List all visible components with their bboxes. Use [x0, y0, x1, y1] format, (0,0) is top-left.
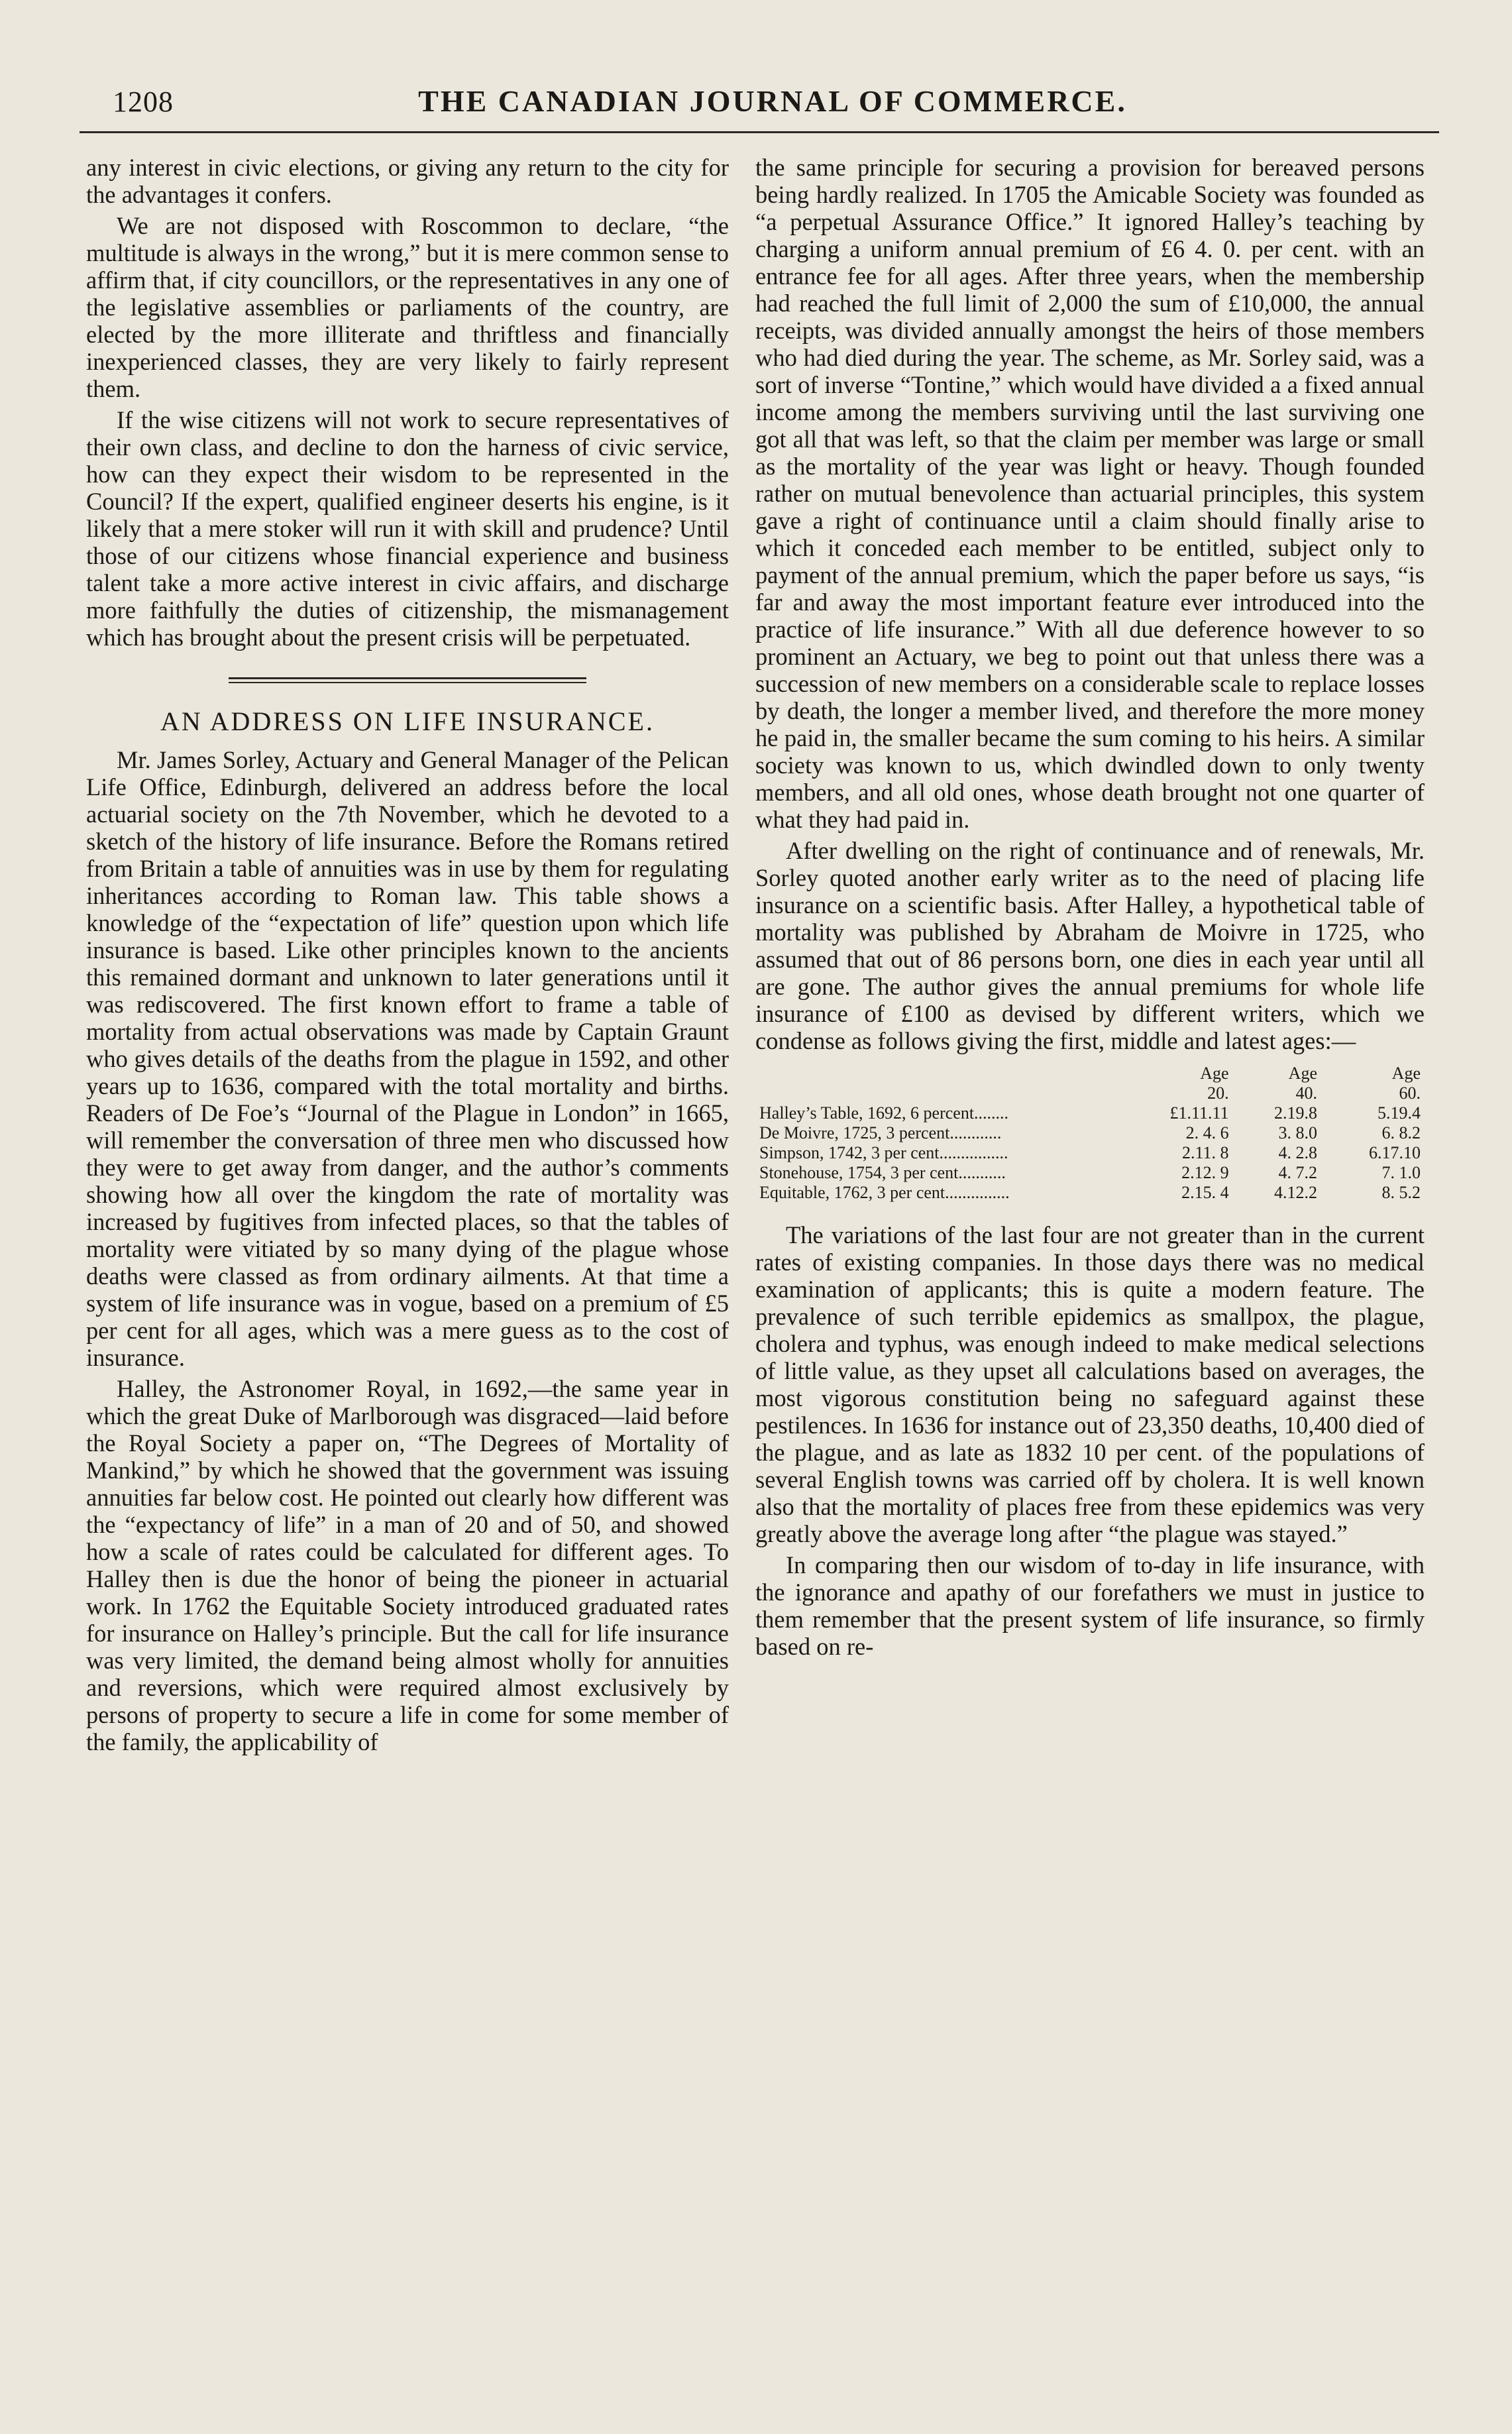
- table-row: [755, 1163, 1425, 1183]
- premium-cell: 6. 8.2: [1381, 1123, 1421, 1142]
- table-row: [755, 1103, 1425, 1123]
- table-subheader-row: [755, 1083, 1425, 1103]
- premium-cell: 2.11. 8: [1182, 1143, 1229, 1162]
- table-row: [755, 1143, 1425, 1163]
- page-header: [113, 78, 1432, 125]
- writer-cell: Halley’s Table, 1692, 6 percent........: [759, 1103, 1009, 1123]
- column-subheader: 20.: [1207, 1083, 1229, 1103]
- paragraph: If the wise citizens will not work to secure representatives of their own class, and decline to don the harness of civic service, how can they expect their wisdom to be represented in the Council? If the expert, qualified engineer deserts his engine, is it likely that a mere stoker will run it with skill and prudence? Until those of our citizens whose financial experience and business talent take a more active interest in civic affairs, and discharge more faithfully the duties of citizenship, the mismanagement which has brought about the present crisis will be perpetuated.: [86, 406, 729, 651]
- running-title: THE CANADIAN JOURNAL OF COMMERCE.: [418, 84, 1127, 118]
- header-rule: [80, 131, 1439, 133]
- column-header: Age: [1200, 1064, 1229, 1083]
- paragraph: any interest in civic elections, or giving any return to the city for the advantages it confers.: [86, 154, 729, 208]
- column-subheader: 40.: [1295, 1083, 1317, 1103]
- writer-cell: Simpson, 1742, 3 per cent................: [759, 1143, 1008, 1162]
- premium-cell: 4.12.2: [1274, 1183, 1317, 1202]
- section-separator: [229, 677, 586, 683]
- column-subheader: 60.: [1399, 1083, 1421, 1103]
- column-header: Age: [1391, 1064, 1421, 1083]
- writer-cell: Equitable, 1762, 3 per cent...............: [759, 1183, 1010, 1202]
- premium-cell: 2. 4. 6: [1185, 1123, 1229, 1142]
- right-column: [755, 154, 1425, 1664]
- table-header-empty: [755, 1064, 1116, 1083]
- paragraph: The variations of the last four are not greater than in the current rates of existing companies. In those days there was no medical examination of applicants; this is quite a modern feature. The prevalence of such terrible epidemics as smallpox, the plague, cholera and typhus, was enough indeed to make medical selections of little value, as they upset all calculations based on averages, the most vigorous constitution being no safeguard against these pestilences. In 1636 for instance out of 23,350 deaths, 10,400 died of the plague, and as late as 1832 10 per cent. of the populations of several English towns was carried off by cholera. It is well known also that the mortality of places free from these epidemics was very greatly above the average long after “the plague was stayed.”: [755, 1221, 1425, 1547]
- premium-cell: 7. 1.0: [1381, 1163, 1421, 1182]
- paragraph: Halley, the Astronomer Royal, in 1692,—the same year in which the great Duke of Marlborough was disgraced—laid before the Royal Society a paper on, “The Degrees of Mortality of Mankind,” by which he showed that the government was issuing annuities far below cost. He pointed out clearly how different was the “expectancy of life” in a man of 20 and of 50, and showed how a scale of rates could be calculated for different ages. To Halley then is due the honor of being the pioneer in actuarial work. In 1762 the Equitable Society introduced graduated rates for insurance on Halley’s principle. But the call for life insurance was very limited, the demand being almost wholly for annuities and reversions, which were required almost exclusively by persons of property to secure a life in come for some member of the family, the applicability of: [86, 1375, 729, 1755]
- premium-cell: 3. 8.0: [1278, 1123, 1317, 1142]
- table-header-row: [755, 1064, 1425, 1083]
- premium-cell: 4. 2.8: [1278, 1143, 1317, 1162]
- paragraph: the same principle for securing a provision for bereaved persons being hardly realized. In 1705 the Amicable Society was founded as “a perpetual Assurance Office.” It ignored Halley’s teaching by charging a uniform annual premium of £6 4. 0. per cent. with an entrance fee for all ages. After three years, when the membership had reached the full limit of 2,000 the sum of £10,000, the annual receipts, was divided annually amongst the heirs of those members who had died during the year. The scheme, as Mr. Sorley said, was a sort of inverse “Tontine,” which would have divided a a fixed annual income among the members surviving until the last surviving one got all that was left, so that the claim per member was large or small as the mortality of the year was light or heavy. Though founded rather on mutual benevolence than actuarial principles, this system gave a right of continuance until a claim should finally arise to which it conceded each member to be entitled, subject only to payment of the annual premium, which the paper before us says, “is far and away the most important feature ever introduced into the practice of life insurance.” With all due deference however to so prominent an Actuary, we beg to point out that unless there was a succession of new members on a considerable scale to replace losses by death, the longer a member lived, and therefore the more money he paid in, the smaller became the sum coming to his heirs. A similar society was known to us, which dwindled down to only twenty members, and all old ones, whose death brought not one quarter of what they had paid in.: [755, 154, 1425, 833]
- writer-cell: Stonehouse, 1754, 3 per cent...........: [759, 1163, 1006, 1182]
- premium-cell: 4. 7.2: [1278, 1163, 1317, 1182]
- page-number: 1208: [113, 85, 174, 118]
- paragraph: We are not disposed with Roscommon to declare, “the multitude is always in the wrong,” but it is mere common sense to affirm that, if city councillors, or the representatives in any one of the legislative assemblies or parliaments of the country, are elected by the more illiterate and thriftless and financially inexperienced classes, they are very likely to fairly represent them.: [86, 212, 729, 402]
- premium-cell: £1.11.11: [1169, 1103, 1229, 1123]
- premium-cell: 8. 5.2: [1381, 1183, 1421, 1202]
- premium-cell: 2.15. 4: [1181, 1183, 1229, 1202]
- paragraph: Mr. James Sorley, Actuary and General Manager of the Pelican Life Office, Edinburgh, delivered an address before the local actuarial society on the 7th November, which he devoted to a sketch of the history of life insurance. Before the Romans retired from Britain a table of annuities was in use by them for regulating inheritances according to Roman law. This table shows a knowledge of the “expectation of life” question upon which life insurance is based. Like other principles known to the ancients this remained dormant and unknown to later generations until it was rediscovered. The first known effort to frame a table of mortality from actual observations was made by Captain Graunt who gives details of the deaths from the plague in 1592, and other years up to 1636, compared with the total mortality and births. Readers of De Foe’s “Journal of the Plague in London” in 1665, will remember the conversation of three men who discussed how they were to get away from danger, and the author’s comments showing how all over the kingdom the rate of mortality was increased by fugitives from infected places, so that the tables of mortality were vitiated by so many dying of the plague whose deaths were classed as from ordinary ailments. At that time a system of life insurance was in vogue, based on a premium of £5 per cent for all ages, which was a mere guess as to the cost of insurance.: [86, 746, 729, 1371]
- premium-cell: 2.19.8: [1274, 1103, 1317, 1123]
- table-header-empty: [755, 1083, 1116, 1103]
- section-title: AN ADDRESS ON LIFE INSURANCE.: [160, 706, 655, 736]
- premium-cell: 6.17.10: [1369, 1143, 1421, 1162]
- paragraph: In comparing then our wisdom of to-day in life insurance, with the ignorance and apathy of our forefathers we must in justice to them remember that the present system of life insurance, so firmly based on re-: [755, 1551, 1425, 1660]
- column-header: Age: [1288, 1064, 1317, 1083]
- premium-cell: 5.19.4: [1377, 1103, 1421, 1123]
- left-column: [86, 154, 729, 1759]
- premium-cell: 2.12. 9: [1181, 1163, 1229, 1182]
- writer-cell: De Moivre, 1725, 3 percent............: [759, 1123, 1002, 1142]
- premium-table: [755, 1064, 1425, 1203]
- paragraph: After dwelling on the right of continuance and of renewals, Mr. Sorley quoted another early writer as to the need of placing life insurance on a scientific basis. After Halley, a hypothetical table of mortality was published by Abraham de Moivre in 1725, who assumed that out of 86 persons born, one dies in each year until all are gone. The author gives the annual premiums for whole life insurance of £100 as devised by different writers, which we condense as follows giving the first, middle and latest ages:—: [755, 837, 1425, 1054]
- table-row: [755, 1123, 1425, 1143]
- table-row: [755, 1183, 1425, 1203]
